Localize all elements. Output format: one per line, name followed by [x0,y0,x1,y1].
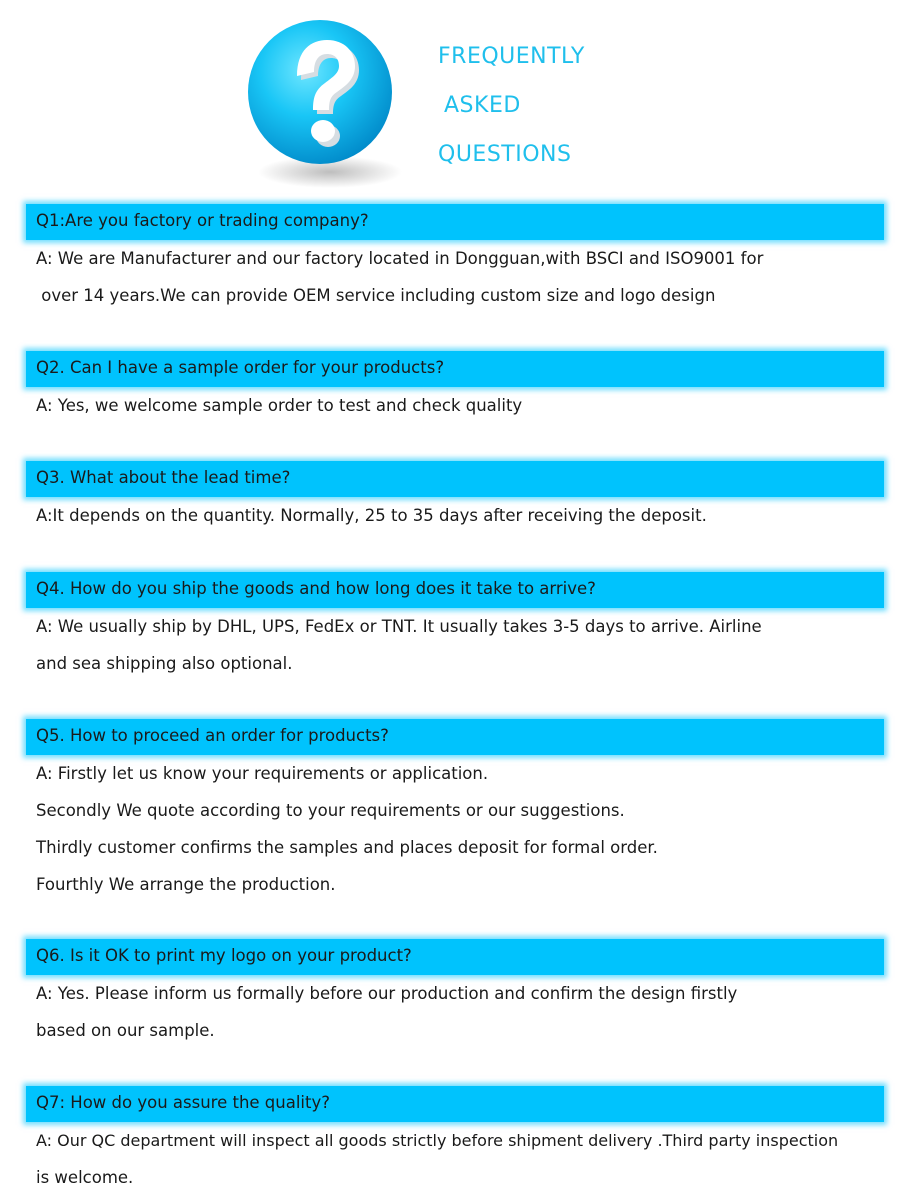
faq-header [0,0,900,200]
answer-line: A: Yes. Please inform us formally before our production and confirm the design firstly [36,984,738,1003]
question-text: Q7: How do you assure the quality? [36,1093,331,1112]
answer-line: A: We usually ship by DHL, UPS, FedEx or TNT. It usually takes 3-5 days to arrive. Airline [36,617,762,636]
answer-line: A: Yes, we welcome sample order to test and check quality [36,396,523,415]
question-bar [26,719,884,755]
header-title-line-2: ASKED [444,93,521,118]
answer-line: over 14 years.We can provide OEM service including custom size and logo design [36,286,716,305]
question-text: Q5. How to proceed an order for products? [36,726,389,745]
question-bar [26,461,884,497]
question-mark-icon [245,14,405,194]
question-text: Q1:Are you factory or trading company? [36,211,369,230]
answer-line: based on our sample. [36,1021,215,1040]
answer-line: A:It depends on the quantity. Normally, 25 to 35 days after receiving the deposit. [36,506,707,525]
question-bar [26,939,884,975]
question-bar [26,572,884,608]
question-bar [26,351,884,387]
question-bar [26,1086,884,1122]
question-text: Q3. What about the lead time? [36,468,291,487]
header-title-line-1: FREQUENTLY [438,44,585,69]
question-bar [26,204,884,240]
answer-line: is welcome. [36,1168,134,1187]
answer-line: Thirdly customer confirms the samples and places deposit for formal order. [36,838,658,857]
answer-line: Secondly We quote according to your requirements or our suggestions. [36,801,625,820]
answer-line: Fourthly We arrange the production. [36,875,336,894]
header-title-line-3: QUESTIONS [438,142,572,167]
question-text: Q2. Can I have a sample order for your products? [36,358,445,377]
answer-line: A: Our QC department will inspect all goods strictly before shipment delivery .Third party inspection [36,1131,839,1150]
question-text: Q4. How do you ship the goods and how long does it take to arrive? [36,579,596,598]
question-text: Q6. Is it OK to print my logo on your product? [36,946,412,965]
answer-line: A: Firstly let us know your requirements or application. [36,764,489,783]
answer-line: and sea shipping also optional. [36,654,293,673]
answer-line: A: We are Manufacturer and our factory located in Dongguan,with BSCI and ISO9001 for [36,249,764,268]
